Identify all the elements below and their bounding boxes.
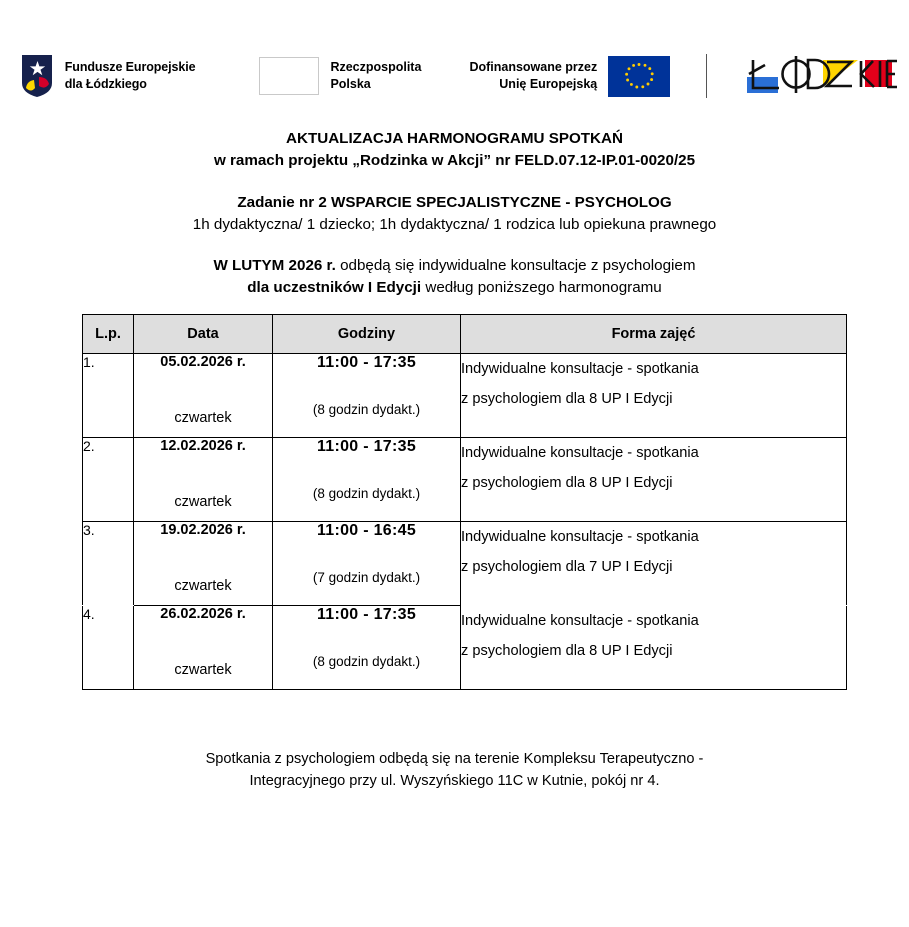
table-row [83,606,847,690]
row-index: 1. [83,354,134,438]
row-hours-note: (7 godzin dydakt.) [312,570,421,585]
lodzkie-logo [745,48,897,104]
poland-flag-icon [259,57,319,95]
header-data: Data [134,315,273,354]
title-line-1: AKTUALIZACJA HARMONOGRAMU SPOTKAŃ [286,130,623,147]
fe-line-2: dla Łódzkiego [64,77,147,91]
fe-line-1: Fundusze Europejskie [64,60,196,75]
row-form-cell [461,522,847,606]
month-line-1-rest: odbędą się indywidualne konsultacje z psychologiem [335,257,696,274]
table-row [83,438,847,522]
row-date-cell [134,354,273,438]
task-line-2: 1h dydaktyczna/ 1 dziecko; 1h dydaktyczna/ 1 rodzica lub opiekuna prawnego [192,216,717,233]
row-date: 05.02.2026 r. [160,354,246,370]
month-line-2 [0,277,909,299]
row-form-cell [461,438,847,522]
row-hours-cell [273,354,461,438]
header-godziny: Godziny [273,315,461,354]
lodzkie-region-icon [745,50,897,103]
row-form-line-2: z psychologiem dla 8 UP I Edycji [461,643,673,659]
fundusze-europejskie-stars-icon [20,53,54,99]
row-time: 11:00 - 16:45 [316,522,417,539]
row-date: 26.02.2026 r. [160,606,246,622]
row-form-line-1: Indywidualne konsultacje - spotkania [461,361,699,377]
month-heading [0,255,909,299]
row-weekday: czwartek [174,494,232,510]
footer-line-2: Integracyjnego przy ul. Wyszyńskiego 11C w Kutnie, pokój nr 4. [249,773,660,789]
row-hours-cell [273,606,461,690]
row-time: 11:00 - 17:35 [316,606,417,623]
row-hours-note: (8 godzin dydakt.) [312,402,421,417]
pl-line-1: Rzeczpospolita [330,60,422,75]
row-time: 11:00 - 17:35 [316,438,417,455]
month-line-2-rest: według poniższego harmonogramu [421,279,662,296]
european-union-logo [469,48,670,104]
row-time: 11:00 - 17:35 [316,354,417,371]
table-row [83,522,847,606]
footer-line-1: Spotkania z psychologiem odbędą się na terenie Kompleksu Terapeutyczno - [205,751,704,767]
month-line-1-bold: W LUTYM 2026 r. [213,257,336,274]
header-lp: L.p. [83,315,134,354]
logo-bar [0,45,909,107]
row-date-cell [134,438,273,522]
row-hours-note: (8 godzin dydakt.) [312,654,421,669]
rzeczpospolita-polska-logo [259,48,421,104]
eu-line-2: Unię Europejską [499,77,598,91]
eu-line-1: Dofinansowane przez [469,60,598,75]
row-index: 4. [83,606,134,690]
row-form-line-2: z psychologiem dla 8 UP I Edycji [461,391,673,407]
row-weekday: czwartek [174,662,232,678]
fundusze-europejskie-logo [20,48,196,104]
rzeczpospolita-polska-label [330,59,421,93]
row-date-cell [134,606,273,690]
row-index: 3. [83,522,134,606]
table-header-row [83,315,847,354]
row-hours-cell [273,438,461,522]
pl-line-2: Polska [330,77,371,91]
row-date: 19.02.2026 r. [160,522,246,538]
row-form-line-2: z psychologiem dla 7 UP I Edycji [461,559,673,575]
row-date: 12.02.2026 r. [160,438,246,454]
european-union-flag-icon [608,56,670,97]
footer-note [0,748,909,792]
schedule-table [82,314,847,690]
row-form-cell [461,354,847,438]
header-forma: Forma zajęć [461,315,847,354]
row-form-line-1: Indywidualne konsultacje - spotkania [461,613,699,629]
row-weekday: czwartek [174,410,232,426]
logo-divider [706,54,707,98]
row-hours-cell [273,522,461,606]
month-line-1 [0,255,909,277]
title-line-2: w ramach projektu „Rodzinka w Akcji” nr FELD.07.12-IP.01-0020/25 [213,152,696,169]
month-line-2-bold: dla uczestników I Edycji [247,279,422,296]
task-line-1: Zadanie nr 2 WSPARCIE SPECJALISTYCZNE - PSYCHOLOG [237,194,672,211]
row-hours-note: (8 godzin dydakt.) [312,486,421,501]
row-weekday: czwartek [174,578,232,594]
european-union-label [469,59,597,93]
fundusze-europejskie-label [65,59,196,93]
row-index: 2. [83,438,134,522]
row-form-line-2: z psychologiem dla 8 UP I Edycji [461,475,673,491]
row-form-line-1: Indywidualne konsultacje - spotkania [461,445,699,461]
row-form-cell [461,606,847,690]
table-row [83,354,847,438]
row-date-cell [134,522,273,606]
document-title [0,128,909,172]
row-form-line-1: Indywidualne konsultacje - spotkania [461,529,699,545]
task-heading [0,192,909,236]
